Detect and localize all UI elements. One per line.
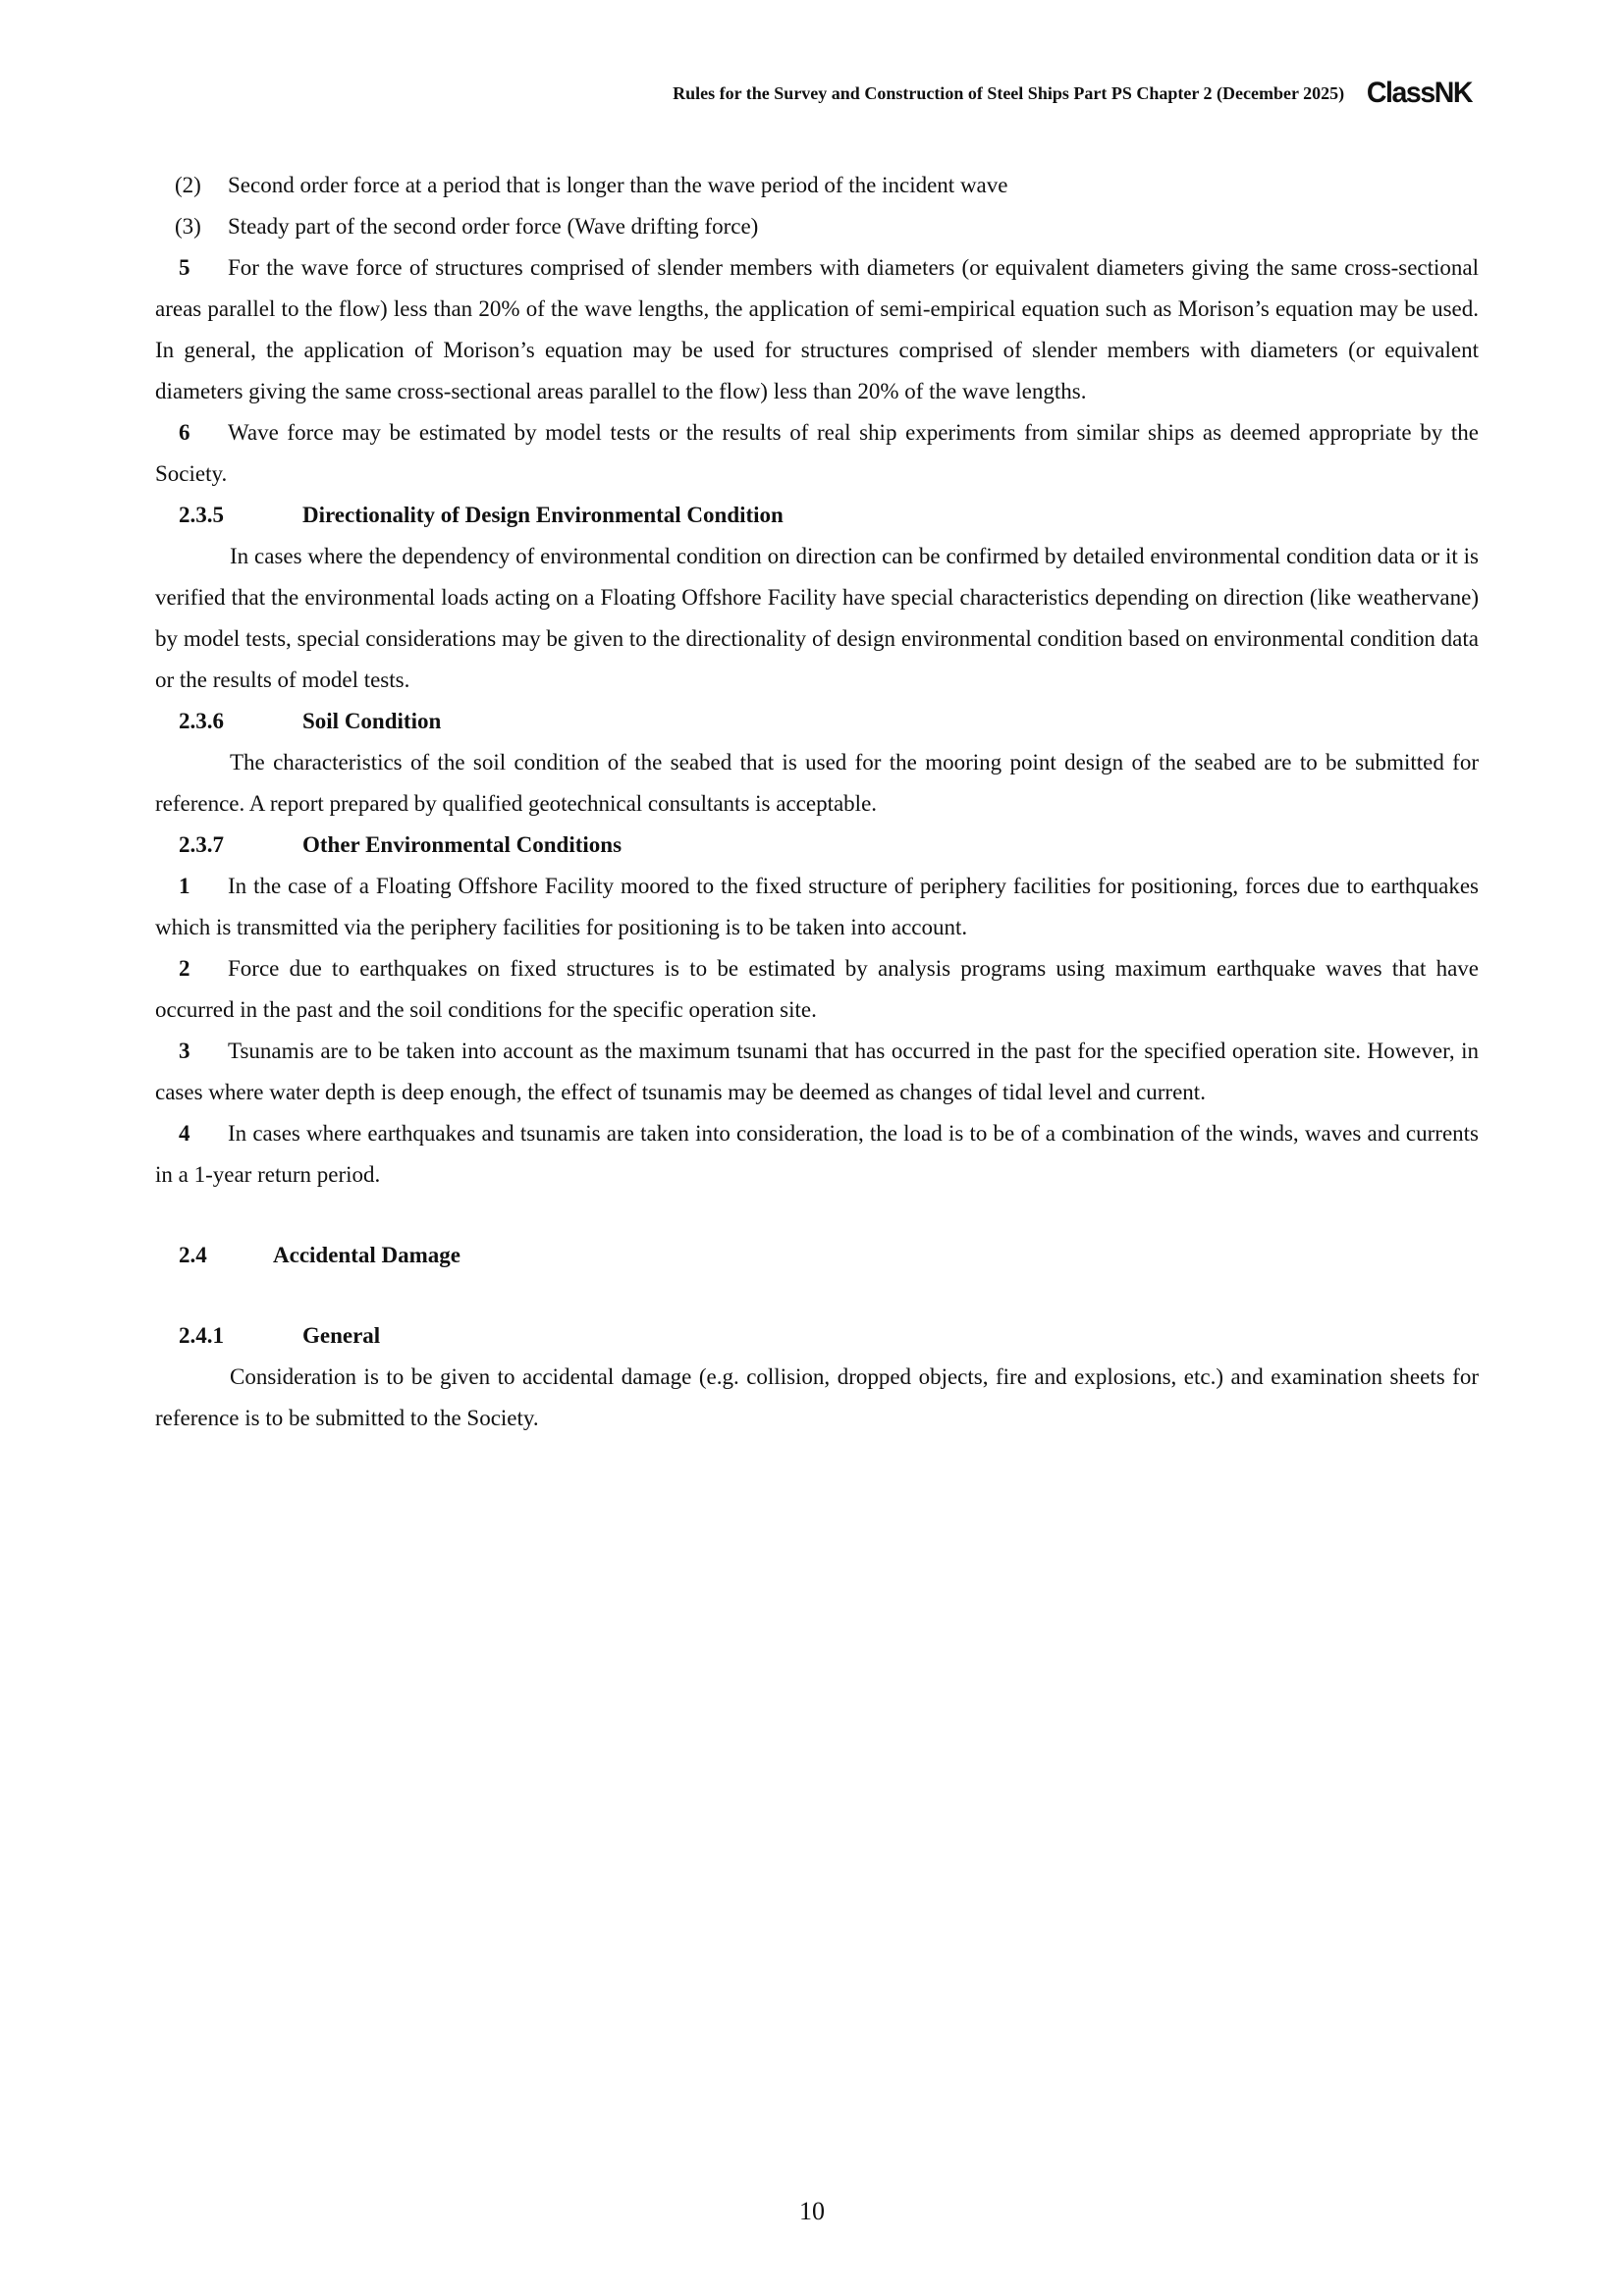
paragraph-2-3-7-4: 4 In cases where earthquakes and tsunamis are taken into consideration, the load is to be of a combination of the winds, waves and currents in a 1-year return period. — [155, 1121, 1479, 1187]
section-body-2-4-1: Consideration is to be given to accidental damage (e.g. collision, dropped objects, fire and explosions, etc.) and examination sheets for reference is to be submitted to the Society. — [155, 1364, 1479, 1430]
page-header — [0, 77, 1475, 110]
header-title: Rules for the Survey and Construction of Steel Ships Part PS Chapter 2 (December 2025) — [673, 82, 1345, 103]
classnk-logo: ClassNK — [1366, 77, 1473, 109]
paragraph-2-3-7-1: 1 In the case of a Floating Offshore Facility moored to the fixed structure of periphery facilities for positioning, forces due to earthquakes which is transmitted via the periphery facilities for positioning is to be taken into account. — [155, 874, 1479, 939]
spacer — [155, 1196, 1479, 1235]
list-item: (2) Second order force at a period that is longer than the wave period of the incident wave — [175, 173, 1008, 197]
page-number: 10 — [799, 2197, 825, 2225]
section-heading-2-3-7: 2.3.7 Other Environmental Conditions — [179, 832, 623, 857]
spacer — [155, 1276, 1479, 1315]
section-heading-2-3-6: 2.3.6 Soil Condition — [179, 709, 442, 733]
paragraph-2-3-7-2: 2 Force due to earthquakes on fixed structures is to be estimated by analysis programs using maximum earthquake waves that have occurred in the past and the soil conditions for the specific operation site. — [155, 956, 1479, 1022]
page-content — [155, 165, 1479, 1439]
section-heading-2-4-1: 2.4.1 General — [179, 1323, 381, 1348]
section-body-2-3-5: In cases where the dependency of environmental condition on direction can be confirmed by detailed environmental condition data or it is verified that the environmental loads acting on a Floating Offshore Facility have special characteristics depending on direction (like weathervane) by model tests, special considerations may be given to the directionality of design environmental condition based on environmental condition data or the results of model tests. — [155, 544, 1479, 692]
list-item: (3) Steady part of the second order force (Wave drifting force) — [175, 214, 759, 239]
paragraph-2-3-7-3: 3 Tsunamis are to be taken into account as the maximum tsunami that has occurred in the past for the specified operation site. However, in cases where water depth is deep enough, the effect of tsunamis may be deemed as changes of tidal level and current. — [155, 1039, 1479, 1104]
section-body-2-3-6: The characteristics of the soil condition of the seabed that is used for the mooring point design of the seabed are to be submitted for reference. A report prepared by qualified geotechnical consultants is acceptable. — [155, 750, 1479, 816]
section-heading-2-4: 2.4 Accidental Damage — [179, 1243, 460, 1267]
paragraph-6: 6 Wave force may be estimated by model tests or the results of real ship experiments from similar ships as deemed appropriate by the Society. — [155, 420, 1479, 486]
paragraph-5: 5 For the wave force of structures comprised of slender members with diameters (or equivalent diameters giving the same cross-sectional areas parallel to the flow) less than 20% of the wave lengths, the application of semi-empirical equation such as Morison’s equation may be used. In general, the application of Morison’s equation may be used for structures comprised of slender members with diameters (or equivalent diameters giving the same cross-sectional areas parallel to the flow) less than 20% of the wave lengths. — [155, 255, 1479, 403]
section-heading-2-3-5: 2.3.5 Directionality of Design Environmental Condition — [179, 503, 784, 527]
